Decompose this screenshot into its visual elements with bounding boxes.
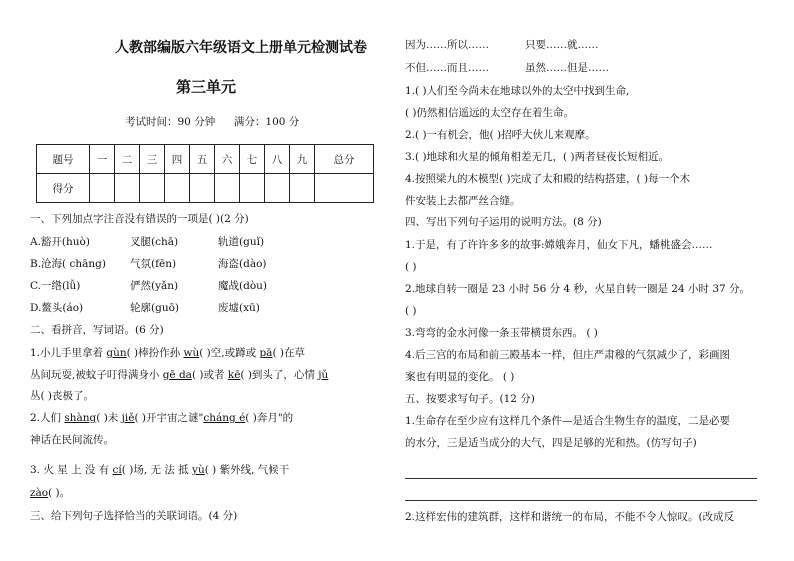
q3-stem: 三、给下列句子选择恰当的关联词语。(4 分) [30, 510, 238, 522]
q3-item: 件安装上去都严丝合缝。 [405, 195, 521, 207]
q4-item: ( ) [405, 261, 417, 273]
q3-item: 1.( )人们至今尚未在地球以外的太空中找到生命, [405, 85, 630, 97]
q3-item: ( )仍然相信遥远的太空存在着生命。 [405, 107, 575, 119]
q4-item: 2.地球自转一圈是 23 小时 56 分 4 秒，火星自转一圈是 24 小时 37 分。 [405, 283, 751, 295]
q1-stem: 一、下列加点字注音没有错误的一项是( )(2 分) [30, 213, 249, 225]
score-input-cell[interactable] [240, 174, 265, 203]
q1-option-b: B.沧海( chāng) 气氛(fēn) 海盗(dào) [30, 258, 267, 270]
score-input-cell[interactable] [265, 174, 290, 203]
score-cell: 题号 [37, 145, 90, 174]
q4-stem: 四、写出下列句子运用的说明方法。(8 分) [405, 216, 602, 228]
score-table-header-row [37, 145, 374, 174]
score-cell: 七 [240, 145, 265, 174]
q1-option-c: C.一绺(lǚ) 俨然(yǎn) 魔战(dòu) [30, 280, 267, 292]
paper-title: 人教部编版六年级语文上册单元检测试卷 [115, 40, 367, 56]
q5-item: 的水分，三是适当成分的大气，四是足够的光和热。(仿写句子) [405, 437, 697, 449]
q5-stem: 五、按要求写句子。(12 分) [405, 393, 535, 405]
q5-item: 1.生命存在至少应有这样几个条件—是适合生物生存的温度，二是必要 [405, 415, 731, 427]
answer-line[interactable] [405, 478, 757, 479]
score-cell: 六 [215, 145, 240, 174]
score-cell: 九 [290, 145, 315, 174]
score-table [36, 144, 374, 203]
full-score: 满分：100 分 [233, 116, 300, 128]
q2-line: 2.人们 shàng( )未 jiě( )开宇宙之谜"cháng é( )奔月"的 [30, 412, 294, 424]
score-cell: 总分 [315, 145, 374, 174]
score-cell: 八 [265, 145, 290, 174]
exam-time: 考试时间：90 分钟 [125, 116, 216, 128]
q3-item: 4.按照梁九的木模型( )完成了太和殿的结构搭建，( )每一个木 [405, 173, 691, 185]
q2-line: 丛( )丧极了。 [30, 390, 95, 402]
score-input-cell[interactable] [190, 174, 215, 203]
q2-line: zào( )。 [30, 487, 71, 499]
q4-item: 案也有明显的变化。 ( ) [405, 371, 515, 383]
q3-item: 3.( )地球和火星的倾角相差无几，( )两者昼夜长短相近。 [405, 151, 670, 163]
score-input-cell[interactable] [215, 174, 240, 203]
score-input-cell[interactable] [290, 174, 315, 203]
q3-item: 2.( )一有机会，他( )招呼大伙儿来观摩。 [405, 129, 596, 141]
score-cell: 四 [165, 145, 190, 174]
q2-line: 丛间玩耍,被蚊子叮得满身小 gē da( )或者 kē( )到头了，心情 jǔ [30, 369, 329, 381]
score-cell: 五 [190, 145, 215, 174]
score-input-cell[interactable] [140, 174, 165, 203]
q4-item: 1.于是，有了许许多多的故事:嫦娥奔月，仙女下凡，蟠桃盛会…… [405, 239, 713, 251]
q1-option-d: D.鳌头(áo) 轮廓(guō) 废墟(xū) [30, 302, 260, 314]
q2-line: 1.小儿手里拿着 gùn( )棒扮作孙 wù( )空,或蹲或 pā( )在草 [30, 347, 305, 359]
unit-title: 第三单元 [176, 78, 237, 96]
q2-line: 3. 火 星 上 没 有 cí( )场, 无 法 抵 yù( ) 紫外线, 气候干 [30, 464, 290, 476]
q1-option-a: A.豁开(huò) 叉腿(chā) 轨道(guǐ) [30, 236, 265, 248]
exam-info [125, 115, 299, 129]
score-cell: 二 [115, 145, 140, 174]
answer-line[interactable] [405, 500, 757, 501]
score-input-cell[interactable] [90, 174, 115, 203]
q4-item: ( ) [405, 305, 417, 317]
conjunction-options: 因为……所以…… 只要……就…… [405, 39, 599, 51]
conjunction-options: 不但……而且…… 虽然……但是…… [405, 62, 609, 74]
score-cell: 三 [140, 145, 165, 174]
score-input-cell[interactable] [115, 174, 140, 203]
q2-line: 神话在民间流传。 [30, 434, 114, 446]
score-input-cell[interactable] [315, 174, 374, 203]
q5-item: 2.这样宏伟的建筑群，这样和谐统一的布局，不能不令人惊叹。(改成反 [405, 511, 735, 523]
q2-stem: 二、看拼音，写词语。(6 分) [30, 324, 164, 336]
score-table-score-row [37, 174, 374, 203]
score-input-cell[interactable] [165, 174, 190, 203]
score-row-label: 得分 [37, 174, 90, 203]
q4-item: 3.弯弯的金水河像一条玉带横贯东西。 ( ) [405, 327, 598, 339]
q4-item: 4.后三宫的布局和前三殿基本一样，但庄严肃穆的气氛减少了，彩画图 [405, 349, 731, 361]
score-cell: 一 [90, 145, 115, 174]
